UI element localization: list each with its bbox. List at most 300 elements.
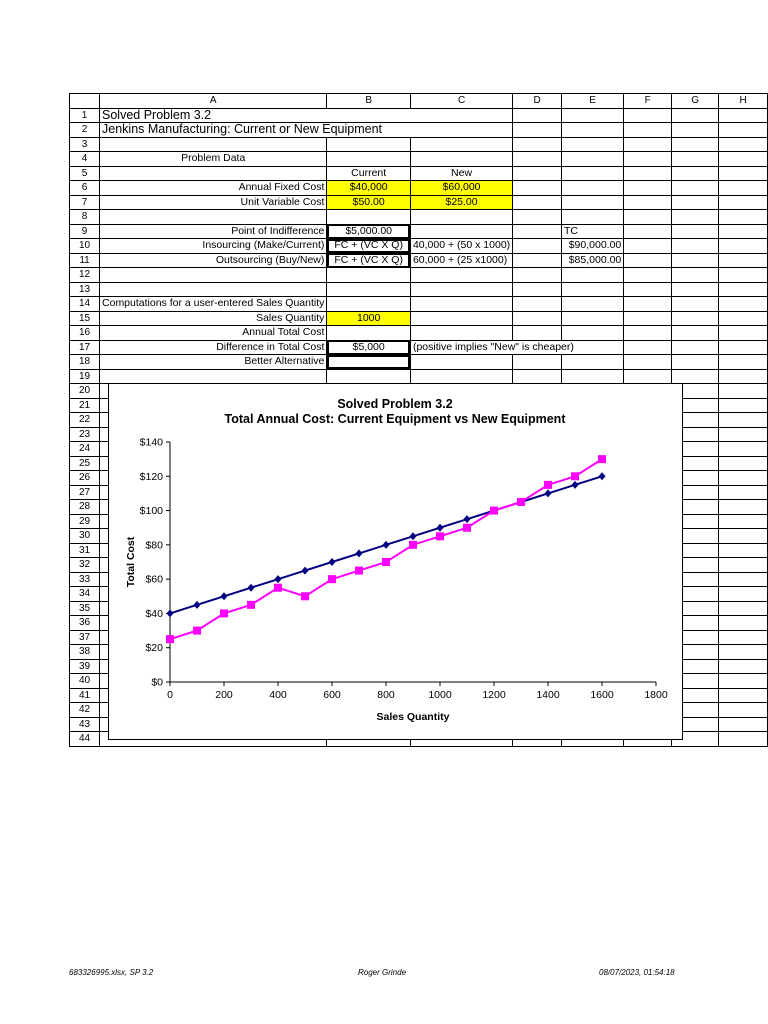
row-header-8[interactable]: 8 xyxy=(70,210,100,225)
cell-h43[interactable] xyxy=(719,717,768,732)
cell-h42[interactable] xyxy=(719,703,768,718)
row-header-16[interactable]: 16 xyxy=(70,326,100,341)
cell-a19[interactable] xyxy=(100,369,327,384)
corner-cell[interactable] xyxy=(70,94,100,109)
cell-h36[interactable] xyxy=(719,616,768,631)
cell-h23[interactable] xyxy=(719,427,768,442)
cell-d4[interactable] xyxy=(513,152,562,167)
cell-h39[interactable] xyxy=(719,659,768,674)
data-point-current[interactable] xyxy=(464,515,471,523)
cell-g3[interactable] xyxy=(672,137,719,152)
cell-a10[interactable]: Insourcing (Make/Current) xyxy=(100,239,327,254)
cell-a11[interactable]: Outsourcing (Buy/New) xyxy=(100,253,327,268)
cell-c6[interactable]: $60,000 xyxy=(410,181,512,196)
cell-h16[interactable] xyxy=(719,326,768,341)
cell-e9[interactable]: TC xyxy=(561,224,623,239)
cell-c7[interactable]: $25.00 xyxy=(410,195,512,210)
cell-f12[interactable] xyxy=(624,268,672,283)
cell-b10[interactable]: FC + (VC X Q) xyxy=(327,239,411,254)
row-header-23[interactable]: 23 xyxy=(70,427,100,442)
cell-h17[interactable] xyxy=(719,340,768,355)
data-point-new[interactable] xyxy=(355,567,363,575)
row-header-27[interactable]: 27 xyxy=(70,485,100,500)
data-point-current[interactable] xyxy=(167,609,174,617)
cell-h11[interactable] xyxy=(719,253,768,268)
cell-f1[interactable] xyxy=(624,108,672,123)
data-point-new[interactable] xyxy=(301,592,309,600)
cell-d9[interactable] xyxy=(513,224,562,239)
cell-f11[interactable] xyxy=(624,253,672,268)
cell-e8[interactable] xyxy=(561,210,623,225)
cell-e5[interactable] xyxy=(561,166,623,181)
data-point-new[interactable] xyxy=(193,627,201,635)
cell-b16[interactable] xyxy=(327,326,411,341)
cell-d10[interactable] xyxy=(513,239,562,254)
cell-f18[interactable] xyxy=(624,355,672,370)
sheet-row xyxy=(70,224,768,239)
cell-h3[interactable] xyxy=(719,137,768,152)
cell-a2[interactable]: Jenkins Manufacturing: Current or New Equipment xyxy=(100,123,513,138)
x-axis-label: Sales Quantity xyxy=(376,711,450,723)
cell-e6[interactable] xyxy=(561,181,623,196)
cell-c12[interactable] xyxy=(410,268,512,283)
column-header-e[interactable]: E xyxy=(561,94,623,109)
column-header-g[interactable]: G xyxy=(672,94,719,109)
cell-d7[interactable] xyxy=(513,195,562,210)
cell-b4[interactable] xyxy=(327,152,411,167)
row-header-37[interactable]: 37 xyxy=(70,630,100,645)
cell-d16[interactable] xyxy=(513,326,562,341)
cell-a14[interactable]: Computations for a user-entered Sales Quantity xyxy=(100,297,327,312)
column-header-c[interactable]: C xyxy=(410,94,512,109)
y-tick-label: $80 xyxy=(145,539,163,552)
cell-h41[interactable] xyxy=(719,688,768,703)
row-header-41[interactable]: 41 xyxy=(70,688,100,703)
cell-e16[interactable] xyxy=(561,326,623,341)
x-tick-label: 1600 xyxy=(590,689,614,701)
row-header-7[interactable]: 7 xyxy=(70,195,100,210)
cell-h13[interactable] xyxy=(719,282,768,297)
cell-g1[interactable] xyxy=(672,108,719,123)
sheet-row xyxy=(70,137,768,152)
cell-b3[interactable] xyxy=(327,137,411,152)
sheet-row xyxy=(70,253,768,268)
cell-g19[interactable] xyxy=(672,369,719,384)
cell-d12[interactable] xyxy=(513,268,562,283)
data-point-new[interactable] xyxy=(436,532,444,540)
column-header-a[interactable]: A xyxy=(100,94,327,109)
cell-b19[interactable] xyxy=(327,369,411,384)
cell-h38[interactable] xyxy=(719,645,768,660)
cell-c17[interactable]: (positive implies "New" is cheaper) xyxy=(410,340,623,355)
cell-c4[interactable] xyxy=(410,152,512,167)
y-tick-label: $100 xyxy=(139,505,163,518)
data-point-new[interactable] xyxy=(166,635,174,643)
x-tick-label: 400 xyxy=(269,689,287,701)
cell-f8[interactable] xyxy=(624,210,672,225)
cell-g14[interactable] xyxy=(672,297,719,312)
cell-b17[interactable]: $5,000 xyxy=(327,340,411,355)
row-header-42[interactable]: 42 xyxy=(70,703,100,718)
cell-d14[interactable] xyxy=(513,297,562,312)
cell-g10[interactable] xyxy=(672,239,719,254)
cell-g5[interactable] xyxy=(672,166,719,181)
row-header-30[interactable]: 30 xyxy=(70,529,100,544)
y-tick-label: $20 xyxy=(145,642,163,655)
x-tick-label: 1000 xyxy=(428,689,452,701)
row-header-25[interactable]: 25 xyxy=(70,456,100,471)
y-axis-label: Total Cost xyxy=(125,536,137,588)
cell-h37[interactable] xyxy=(719,630,768,645)
footer-author: Roger Grinde xyxy=(358,968,407,977)
cell-g7[interactable] xyxy=(672,195,719,210)
cell-h2[interactable] xyxy=(719,123,768,138)
cell-f6[interactable] xyxy=(624,181,672,196)
cell-f9[interactable] xyxy=(624,224,672,239)
row-header-4[interactable]: 4 xyxy=(70,152,100,167)
row-header-15[interactable]: 15 xyxy=(70,311,100,326)
cell-h10[interactable] xyxy=(719,239,768,254)
cell-b12[interactable] xyxy=(327,268,411,283)
cell-f17[interactable] xyxy=(624,340,672,355)
cell-d11[interactable] xyxy=(513,253,562,268)
row-header-13[interactable]: 13 xyxy=(70,282,100,297)
sheet-row xyxy=(70,123,768,138)
cell-a9[interactable]: Point of Indifference xyxy=(100,224,327,239)
cell-b13[interactable] xyxy=(327,282,411,297)
cell-h44[interactable] xyxy=(719,732,768,747)
data-point-new[interactable] xyxy=(544,481,552,489)
column-header-h[interactable]: H xyxy=(719,94,768,109)
cell-a1[interactable]: Solved Problem 3.2 xyxy=(100,108,513,123)
data-point-current[interactable] xyxy=(221,592,228,600)
cell-h29[interactable] xyxy=(719,514,768,529)
cell-h19[interactable] xyxy=(719,369,768,384)
row-header-1[interactable]: 1 xyxy=(70,108,100,123)
row-header-3[interactable]: 3 xyxy=(70,137,100,152)
row-header-40[interactable]: 40 xyxy=(70,674,100,689)
cell-h30[interactable] xyxy=(719,529,768,544)
cell-f16[interactable] xyxy=(624,326,672,341)
row-header-22[interactable]: 22 xyxy=(70,413,100,428)
cell-h20[interactable] xyxy=(719,384,768,399)
cell-d1[interactable] xyxy=(513,108,562,123)
cell-f4[interactable] xyxy=(624,152,672,167)
cell-h27[interactable] xyxy=(719,485,768,500)
row-header-38[interactable]: 38 xyxy=(70,645,100,660)
footer-timestamp: 08/07/2023, 01:54:18 xyxy=(599,968,675,977)
cell-a5[interactable] xyxy=(100,166,327,181)
cell-h25[interactable] xyxy=(719,456,768,471)
cell-e10[interactable]: $90,000.00 xyxy=(561,239,623,254)
cell-g8[interactable] xyxy=(672,210,719,225)
cell-h28[interactable] xyxy=(719,500,768,515)
cell-h12[interactable] xyxy=(719,268,768,283)
sheet-row xyxy=(70,268,768,283)
cell-f15[interactable] xyxy=(624,311,672,326)
row-header-10[interactable]: 10 xyxy=(70,239,100,254)
cell-e18[interactable] xyxy=(561,355,623,370)
row-header-5[interactable]: 5 xyxy=(70,166,100,181)
cell-e15[interactable] xyxy=(561,311,623,326)
cell-a15[interactable]: Sales Quantity xyxy=(100,311,327,326)
row-header-21[interactable]: 21 xyxy=(70,398,100,413)
cell-a8[interactable] xyxy=(100,210,327,225)
cell-b18[interactable] xyxy=(327,355,411,370)
data-point-current[interactable] xyxy=(383,541,390,549)
row-header-19[interactable]: 19 xyxy=(70,369,100,384)
sheet-row xyxy=(70,108,768,123)
cell-d15[interactable] xyxy=(513,311,562,326)
cell-g6[interactable] xyxy=(672,181,719,196)
cell-b6[interactable]: $40,000 xyxy=(327,181,411,196)
x-tick-label: 1200 xyxy=(482,689,506,701)
cell-d3[interactable] xyxy=(513,137,562,152)
cell-c9[interactable] xyxy=(410,224,512,239)
column-header-d[interactable]: D xyxy=(513,94,562,109)
cell-h26[interactable] xyxy=(719,471,768,486)
cell-d13[interactable] xyxy=(513,282,562,297)
sheet-row xyxy=(70,311,768,326)
data-point-current[interactable] xyxy=(329,558,336,566)
cell-b7[interactable]: $50.00 xyxy=(327,195,411,210)
cell-c19[interactable] xyxy=(410,369,512,384)
row-header-9[interactable]: 9 xyxy=(70,224,100,239)
row-header-28[interactable]: 28 xyxy=(70,500,100,515)
data-point-current[interactable] xyxy=(302,567,309,575)
cell-e13[interactable] xyxy=(561,282,623,297)
cell-e12[interactable] xyxy=(561,268,623,283)
cell-g11[interactable] xyxy=(672,253,719,268)
cell-f10[interactable] xyxy=(624,239,672,254)
row-header-18[interactable]: 18 xyxy=(70,355,100,370)
cell-c11[interactable]: 60,000 + (25 x1000) xyxy=(410,253,512,268)
cell-f5[interactable] xyxy=(624,166,672,181)
x-tick-label: 200 xyxy=(215,689,233,701)
data-point-new[interactable] xyxy=(328,575,336,583)
row-header-36[interactable]: 36 xyxy=(70,616,100,631)
y-tick-label: $120 xyxy=(139,470,163,483)
y-tick-label: $0 xyxy=(151,676,163,689)
row-header-29[interactable]: 29 xyxy=(70,514,100,529)
row-header-34[interactable]: 34 xyxy=(70,587,100,602)
cell-g2[interactable] xyxy=(672,123,719,138)
series-line-1 xyxy=(170,459,602,639)
data-point-current[interactable] xyxy=(572,481,579,489)
cell-b15[interactable]: 1000 xyxy=(327,311,411,326)
data-point-current[interactable] xyxy=(410,532,417,540)
row-header-44[interactable]: 44 xyxy=(70,732,100,747)
cell-d6[interactable] xyxy=(513,181,562,196)
sheet-row xyxy=(70,152,768,167)
x-tick-label: 0 xyxy=(167,689,173,701)
row-header-26[interactable]: 26 xyxy=(70,471,100,486)
cell-a6[interactable]: Annual Fixed Cost xyxy=(100,181,327,196)
cell-g9[interactable] xyxy=(672,224,719,239)
cell-e7[interactable] xyxy=(561,195,623,210)
x-tick-label: 800 xyxy=(377,689,395,701)
data-point-current[interactable] xyxy=(437,524,444,532)
row-header-33[interactable]: 33 xyxy=(70,572,100,587)
cell-g18[interactable] xyxy=(672,355,719,370)
column-header-row xyxy=(70,94,768,109)
cell-d18[interactable] xyxy=(513,355,562,370)
cell-f3[interactable] xyxy=(624,137,672,152)
cell-h40[interactable] xyxy=(719,674,768,689)
cell-e19[interactable] xyxy=(561,369,623,384)
row-header-43[interactable]: 43 xyxy=(70,717,100,732)
y-tick-label: $140 xyxy=(139,436,163,449)
cell-h15[interactable] xyxy=(719,311,768,326)
data-point-new[interactable] xyxy=(382,558,390,566)
cell-h35[interactable] xyxy=(719,601,768,616)
sheet-row xyxy=(70,166,768,181)
cell-g4[interactable] xyxy=(672,152,719,167)
cell-e11[interactable]: $85,000.00 xyxy=(561,253,623,268)
cell-d2[interactable] xyxy=(513,123,562,138)
row-header-35[interactable]: 35 xyxy=(70,601,100,616)
data-point-current[interactable] xyxy=(275,575,282,583)
row-header-11[interactable]: 11 xyxy=(70,253,100,268)
line-chart xyxy=(109,384,682,739)
sheet-row xyxy=(70,297,768,312)
row-header-12[interactable]: 12 xyxy=(70,268,100,283)
sheet-row xyxy=(70,181,768,196)
cell-h21[interactable] xyxy=(719,398,768,413)
cell-a18[interactable]: Better Alternative xyxy=(100,355,327,370)
data-point-new[interactable] xyxy=(463,524,471,532)
cell-a13[interactable] xyxy=(100,282,327,297)
row-header-17[interactable]: 17 xyxy=(70,340,100,355)
cell-c10[interactable]: 40,000 + (50 x 1000) xyxy=(410,239,512,254)
cell-h33[interactable] xyxy=(719,572,768,587)
cell-g12[interactable] xyxy=(672,268,719,283)
cell-f19[interactable] xyxy=(624,369,672,384)
cell-c5[interactable]: New xyxy=(410,166,512,181)
cell-f14[interactable] xyxy=(624,297,672,312)
cell-h14[interactable] xyxy=(719,297,768,312)
cell-h18[interactable] xyxy=(719,355,768,370)
cell-h1[interactable] xyxy=(719,108,768,123)
x-tick-label: 600 xyxy=(323,689,341,701)
cell-c15[interactable] xyxy=(410,311,512,326)
cell-b5[interactable]: Current xyxy=(327,166,411,181)
data-point-new[interactable] xyxy=(247,601,255,609)
y-tick-label: $60 xyxy=(145,573,163,586)
cell-h32[interactable] xyxy=(719,558,768,573)
column-header-f[interactable]: F xyxy=(624,94,672,109)
chart-area[interactable] xyxy=(108,383,683,740)
cell-h5[interactable] xyxy=(719,166,768,181)
cell-b9[interactable]: $5,000.00 xyxy=(327,224,411,239)
cell-f7[interactable] xyxy=(624,195,672,210)
cell-g17[interactable] xyxy=(672,340,719,355)
cell-d5[interactable] xyxy=(513,166,562,181)
chart-title: Solved Problem 3.2 xyxy=(337,397,453,411)
row-header-39[interactable]: 39 xyxy=(70,659,100,674)
data-point-new[interactable] xyxy=(598,455,606,463)
cell-h7[interactable] xyxy=(719,195,768,210)
cell-d19[interactable] xyxy=(513,369,562,384)
cell-a3[interactable] xyxy=(100,137,327,152)
cell-h8[interactable] xyxy=(719,210,768,225)
cell-f2[interactable] xyxy=(624,123,672,138)
cell-h6[interactable] xyxy=(719,181,768,196)
cell-c13[interactable] xyxy=(410,282,512,297)
cell-e14[interactable] xyxy=(561,297,623,312)
row-header-2[interactable]: 2 xyxy=(70,123,100,138)
data-point-current[interactable] xyxy=(248,584,255,592)
sheet-row xyxy=(70,326,768,341)
cell-b14[interactable] xyxy=(327,297,411,312)
cell-g16[interactable] xyxy=(672,326,719,341)
cell-b11[interactable]: FC + (VC X Q) xyxy=(327,253,411,268)
cell-e2[interactable] xyxy=(561,123,623,138)
cell-c14[interactable] xyxy=(410,297,512,312)
cell-c3[interactable] xyxy=(410,137,512,152)
row-header-20[interactable]: 20 xyxy=(70,384,100,399)
data-point-new[interactable] xyxy=(274,584,282,592)
cell-f13[interactable] xyxy=(624,282,672,297)
chart-subtitle: Total Annual Cost: Current Equipment vs New Equipment xyxy=(224,412,566,426)
cell-h9[interactable] xyxy=(719,224,768,239)
sheet-row xyxy=(70,195,768,210)
row-header-6[interactable]: 6 xyxy=(70,181,100,196)
row-header-14[interactable]: 14 xyxy=(70,297,100,312)
cell-h24[interactable] xyxy=(719,442,768,457)
data-point-new[interactable] xyxy=(517,498,525,506)
cell-c16[interactable] xyxy=(410,326,512,341)
y-tick-label: $40 xyxy=(145,607,163,620)
data-point-current[interactable] xyxy=(356,549,363,557)
sheet-row xyxy=(70,282,768,297)
data-point-new[interactable] xyxy=(490,507,498,515)
cell-h4[interactable] xyxy=(719,152,768,167)
cell-e4[interactable] xyxy=(561,152,623,167)
data-point-new[interactable] xyxy=(409,541,417,549)
cell-g13[interactable] xyxy=(672,282,719,297)
data-point-new[interactable] xyxy=(571,472,579,480)
cell-c18[interactable] xyxy=(410,355,512,370)
data-point-current[interactable] xyxy=(599,472,606,480)
sheet-row xyxy=(70,369,768,384)
cell-a17[interactable]: Difference in Total Cost xyxy=(100,340,327,355)
data-point-current[interactable] xyxy=(194,601,201,609)
data-point-new[interactable] xyxy=(220,609,228,617)
cell-c8[interactable] xyxy=(410,210,512,225)
cell-d8[interactable] xyxy=(513,210,562,225)
cell-g15[interactable] xyxy=(672,311,719,326)
column-header-b[interactable]: B xyxy=(327,94,411,109)
sheet-row xyxy=(70,355,768,370)
cell-e1[interactable] xyxy=(561,108,623,123)
cell-h22[interactable] xyxy=(719,413,768,428)
row-header-24[interactable]: 24 xyxy=(70,442,100,457)
cell-h31[interactable] xyxy=(719,543,768,558)
cell-b8[interactable] xyxy=(327,210,411,225)
cell-a7[interactable]: Unit Variable Cost xyxy=(100,195,327,210)
cell-h34[interactable] xyxy=(719,587,768,602)
cell-a12[interactable] xyxy=(100,268,327,283)
sheet-row xyxy=(70,210,768,225)
row-header-31[interactable]: 31 xyxy=(70,543,100,558)
cell-a16[interactable]: Annual Total Cost xyxy=(100,326,327,341)
cell-a4[interactable]: Problem Data xyxy=(100,152,327,167)
data-point-current[interactable] xyxy=(545,489,552,497)
row-header-32[interactable]: 32 xyxy=(70,558,100,573)
cell-e3[interactable] xyxy=(561,137,623,152)
x-tick-label: 1400 xyxy=(536,689,560,701)
